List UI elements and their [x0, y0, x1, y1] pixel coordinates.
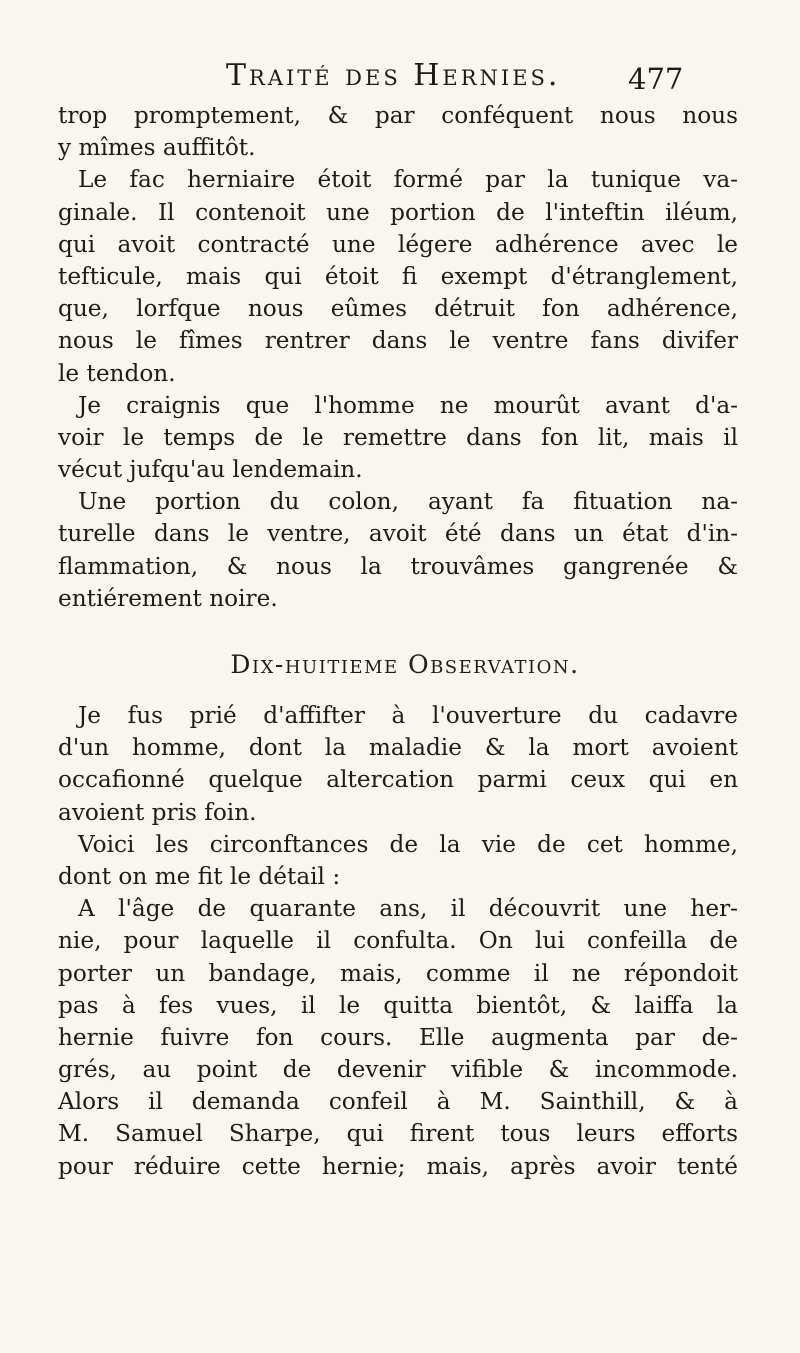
text-line: y mîmes auffitôt.: [58, 134, 256, 162]
text-line: tefticule, mais qui étoit fi exempt d'étranglement,: [58, 262, 738, 290]
text-line: dont on me fit le détail :: [58, 862, 341, 890]
text-line: M. Samuel Sharpe, qui firent tous leurs efforts: [58, 1120, 738, 1148]
text-line: Une portion du colon, ayant fa fituation na-: [78, 488, 738, 516]
text-line: Voici les circonftances de la vie de cet homme,: [78, 830, 738, 858]
text-line: nie, pour laquelle il confulta. On lui confeilla de: [58, 927, 738, 955]
text-line: pour réduire cette hernie; mais, après avoir tenté: [58, 1152, 738, 1180]
text-line: Je craignis que l'homme ne mourût avant d'a-: [78, 391, 738, 419]
text-line: ginale. Il contenoit une portion de l'inteftin iléum,: [58, 198, 738, 226]
text-line: d'un homme, dont la maladie & la mort avoient: [58, 734, 738, 762]
text-line: porter un bandage, mais, comme il ne répondoit: [58, 959, 738, 987]
text-line: nous le fîmes rentrer dans le ventre fans divifer: [58, 327, 738, 355]
text-line: voir le temps de le remettre dans fon lit, mais il: [58, 423, 738, 451]
text-line: le tendon.: [58, 359, 176, 387]
running-head: [0, 58, 800, 98]
text-line: vécut jufqu'au lendemain.: [58, 456, 363, 484]
text-line: que, lorfque nous eûmes détruit fon adhérence,: [58, 295, 738, 323]
page-number: 477: [628, 62, 684, 96]
body-text: [58, 100, 738, 1183]
text-line: Le fac herniaire étoit formé par la tunique va-: [78, 166, 738, 194]
running-title: Traité des Hernies.: [226, 58, 561, 93]
text-line: trop promptement, & par conféquent nous nous: [58, 102, 738, 129]
text-line: occafionné quelque altercation parmi ceux qui en: [58, 766, 738, 794]
text-line: pas à fes vues, il le quitta bientôt, & laiffa la: [58, 991, 738, 1019]
text-line: Alors il demanda confeil à M. Sainthill, & à: [58, 1088, 738, 1116]
text-line: entiérement noire.: [58, 584, 278, 612]
text-line: turelle dans le ventre, avoit été dans un état d'in-: [58, 520, 738, 548]
text-line: avoient pris foin.: [58, 798, 257, 826]
text-line: A l'âge de quarante ans, il découvrit une her-: [78, 895, 738, 923]
text-line: flammation, & nous la trouvâmes gangrenée &: [58, 552, 738, 580]
text-line: Je fus prié d'affifter à l'ouverture du cadavre: [78, 702, 738, 729]
text-line: grés, au point de devenir vifible & incommode.: [58, 1056, 738, 1084]
section-heading: Dix-huitieme Observation.: [230, 650, 580, 679]
text-line: qui avoit contracté une légere adhérence avec le: [58, 230, 738, 258]
text-line: hernie fuivre fon cours. Elle augmenta par de-: [58, 1023, 738, 1051]
